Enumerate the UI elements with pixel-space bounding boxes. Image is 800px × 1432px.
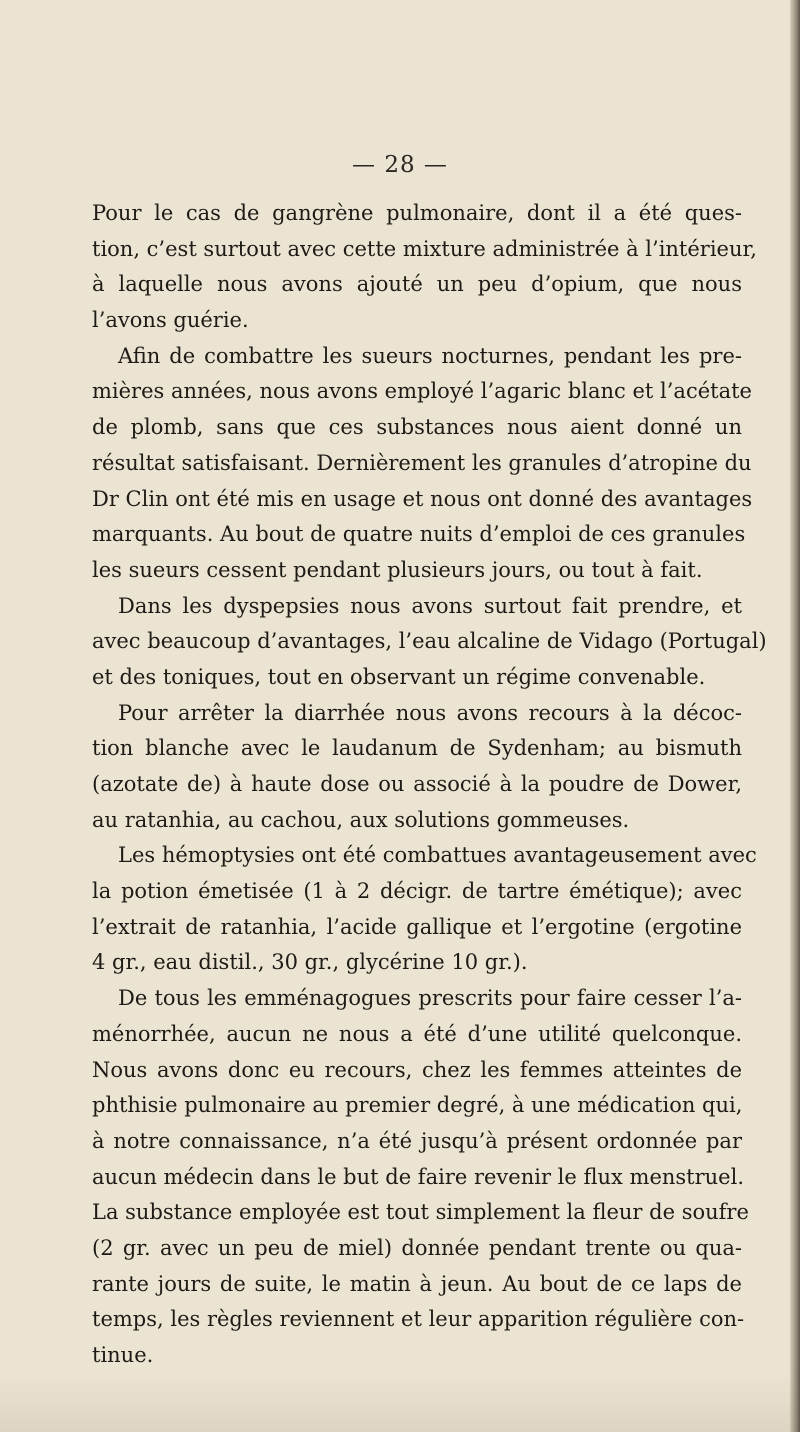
text-line: résultat satisfaisant. Dernièrement les granules d’atropine du	[92, 450, 752, 475]
text-line: tinue.	[92, 1343, 154, 1367]
text-line: aucun médecin dans le but de faire revenir le flux menstruel.	[92, 1164, 745, 1189]
text-line: et des toniques, tout en observant un régime convenable.	[92, 664, 706, 689]
text-line: Pour le cas de gangrène pulmonaire, dont il a été ques-	[92, 201, 742, 225]
text-line: De tous les emménagogues prescrits pour faire cesser l’a-	[118, 986, 742, 1011]
page-number: — 28 —	[352, 152, 448, 178]
text-line: de plomb, sans que ces substances nous aient donné un	[92, 415, 742, 440]
text-line: Dr Clin ont été mis en usage et nous ont donné des avantages	[92, 486, 753, 511]
text-line: mières années, nous avons employé l’agaric blanc et l’acétate	[92, 379, 752, 404]
text-line: à notre connaissance, n’a été jusqu’à présent ordonnée par	[92, 1128, 742, 1153]
text-line: Dans les dyspepsies nous avons surtout fait prendre, et	[118, 593, 742, 618]
text-line: La substance employée est tout simplement la fleur de soufre	[92, 1200, 749, 1225]
text-line: la potion émetisée (1 à 2 décigr. de tartre émétique); avec	[92, 879, 742, 904]
body-text	[92, 196, 767, 1374]
text-line: rante jours de suite, le matin à jeun. Au bout de ce laps de	[92, 1271, 742, 1296]
text-line: Les hémoptysies ont été combattues avantageusement avec	[118, 843, 757, 868]
text-line: marquants. Au bout de quatre nuits d’emploi de ces granules	[92, 522, 746, 547]
text-line: à laquelle nous avons ajouté un peu d’opium, que nous	[92, 272, 742, 297]
text-line: ménorrhée, aucun ne nous a été d’une utilité quelconque.	[92, 1021, 742, 1046]
text-line: l’extrait de ratanhia, l’acide gallique et l’ergotine (ergotine	[92, 914, 742, 939]
text-line: tion, c’est surtout avec cette mixture administrée à l’intérieur,	[92, 236, 757, 261]
text-line: l’avons guérie.	[92, 308, 249, 333]
text-line: Nous avons donc eu recours, chez les femmes atteintes de	[92, 1057, 742, 1082]
page-edge-shadow	[790, 0, 800, 1432]
text-line: phthisie pulmonaire au premier degré, à une médication qui,	[92, 1093, 743, 1118]
text-line: les sueurs cessent pendant plusieurs jours, ou tout à fait.	[92, 557, 703, 582]
page-bottom-shade	[0, 1372, 800, 1432]
text-line: avec beaucoup d’avantages, l’eau alcaline de Vidago (Portugal)	[92, 629, 767, 654]
text-line: au ratanhia, au cachou, aux solutions gommeuses.	[92, 807, 630, 832]
text-line: Pour arrêter la diarrhée nous avons recours à la décoc-	[118, 700, 742, 725]
text-line: 4 gr., eau distil., 30 gr., glycérine 10 gr.).	[92, 950, 528, 975]
text-line: temps, les règles reviennent et leur apparition régulière con-	[92, 1307, 745, 1332]
text-line: Afin de combattre les sueurs nocturnes, pendant les pre-	[118, 343, 742, 368]
text-line: tion blanche avec le laudanum de Sydenham; au bismuth	[92, 736, 742, 761]
text-line: (2 gr. avec un peu de miel) donnée pendant trente ou qua-	[92, 1235, 742, 1260]
text-line: (azotate de) à haute dose ou associé à la poudre de Dower,	[92, 772, 742, 796]
